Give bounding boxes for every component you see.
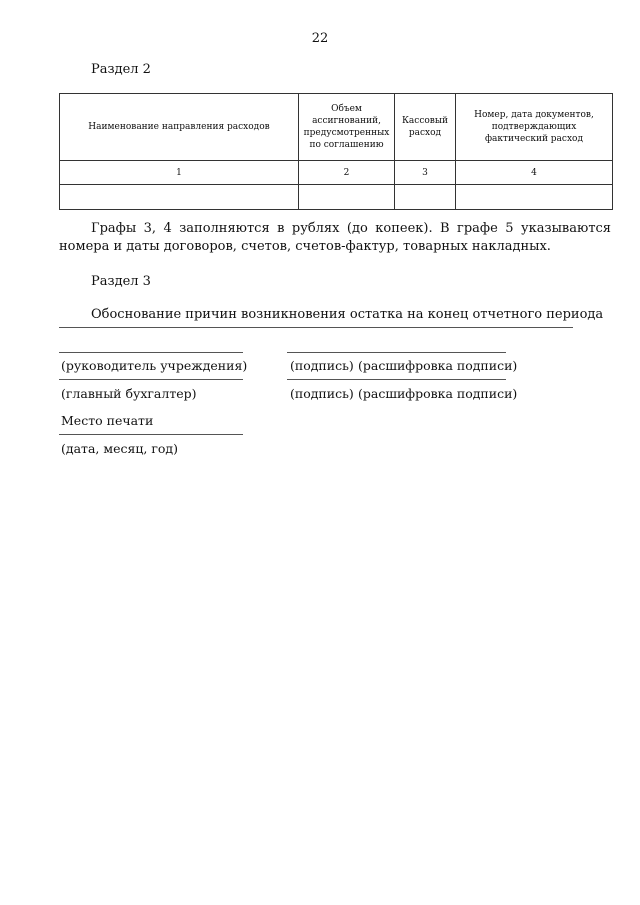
reason-underline bbox=[59, 327, 573, 328]
head-label: (руководитель учреждения) bbox=[61, 358, 248, 373]
stamp-label: Место печати bbox=[61, 413, 154, 428]
date-label: (дата, месяц, год) bbox=[61, 441, 178, 456]
accountant-sign-decode-line[interactable] bbox=[287, 379, 506, 380]
column-number: 2 bbox=[299, 161, 395, 185]
head-sign-decode-line[interactable] bbox=[287, 352, 506, 353]
column-number: 3 bbox=[395, 161, 456, 185]
date-line[interactable] bbox=[59, 434, 243, 435]
accountant-label: (главный бухгалтер) bbox=[61, 386, 197, 401]
section-2-note: Графы 3, 4 заполняются в рублях (до копеек). В графе 5 указываются номера и даты договоров, счетов, счетов-фактур, товарных накладных. bbox=[59, 221, 611, 254]
table-header-row bbox=[60, 94, 613, 161]
head-signature-line[interactable] bbox=[59, 352, 243, 353]
table-cell[interactable] bbox=[456, 185, 613, 210]
table-number-row bbox=[60, 161, 613, 185]
page-number: 22 bbox=[311, 31, 329, 46]
sign-label-1: (подпись) bbox=[290, 358, 354, 373]
decode-label-1: (расшифровка подписи) bbox=[358, 358, 518, 373]
header-cash-expense: Кассовый расход bbox=[395, 94, 456, 161]
sign-label-2: (подпись) bbox=[290, 386, 354, 401]
header-expense-direction: Наименование направления расходов bbox=[60, 94, 299, 161]
column-number: 4 bbox=[456, 161, 613, 185]
section-3-heading: Раздел 3 bbox=[91, 274, 151, 289]
reason-label: Обоснование причин возникновения остатка на конец отчетного периода bbox=[91, 307, 604, 322]
table-cell[interactable] bbox=[60, 185, 299, 210]
header-allocations: Объем ассигнований, предусмотренных по соглашению bbox=[299, 94, 395, 161]
table-cell[interactable] bbox=[395, 185, 456, 210]
table-cell[interactable] bbox=[299, 185, 395, 210]
section-2-heading: Раздел 2 bbox=[91, 62, 151, 77]
column-number: 1 bbox=[60, 161, 299, 185]
accountant-signature-line[interactable] bbox=[59, 379, 243, 380]
decode-label-2: (расшифровка подписи) bbox=[358, 386, 518, 401]
table-row bbox=[60, 185, 613, 210]
expenses-table bbox=[59, 93, 613, 210]
header-documents: Номер, дата документов, подтверждающих фактический расход bbox=[456, 94, 613, 161]
